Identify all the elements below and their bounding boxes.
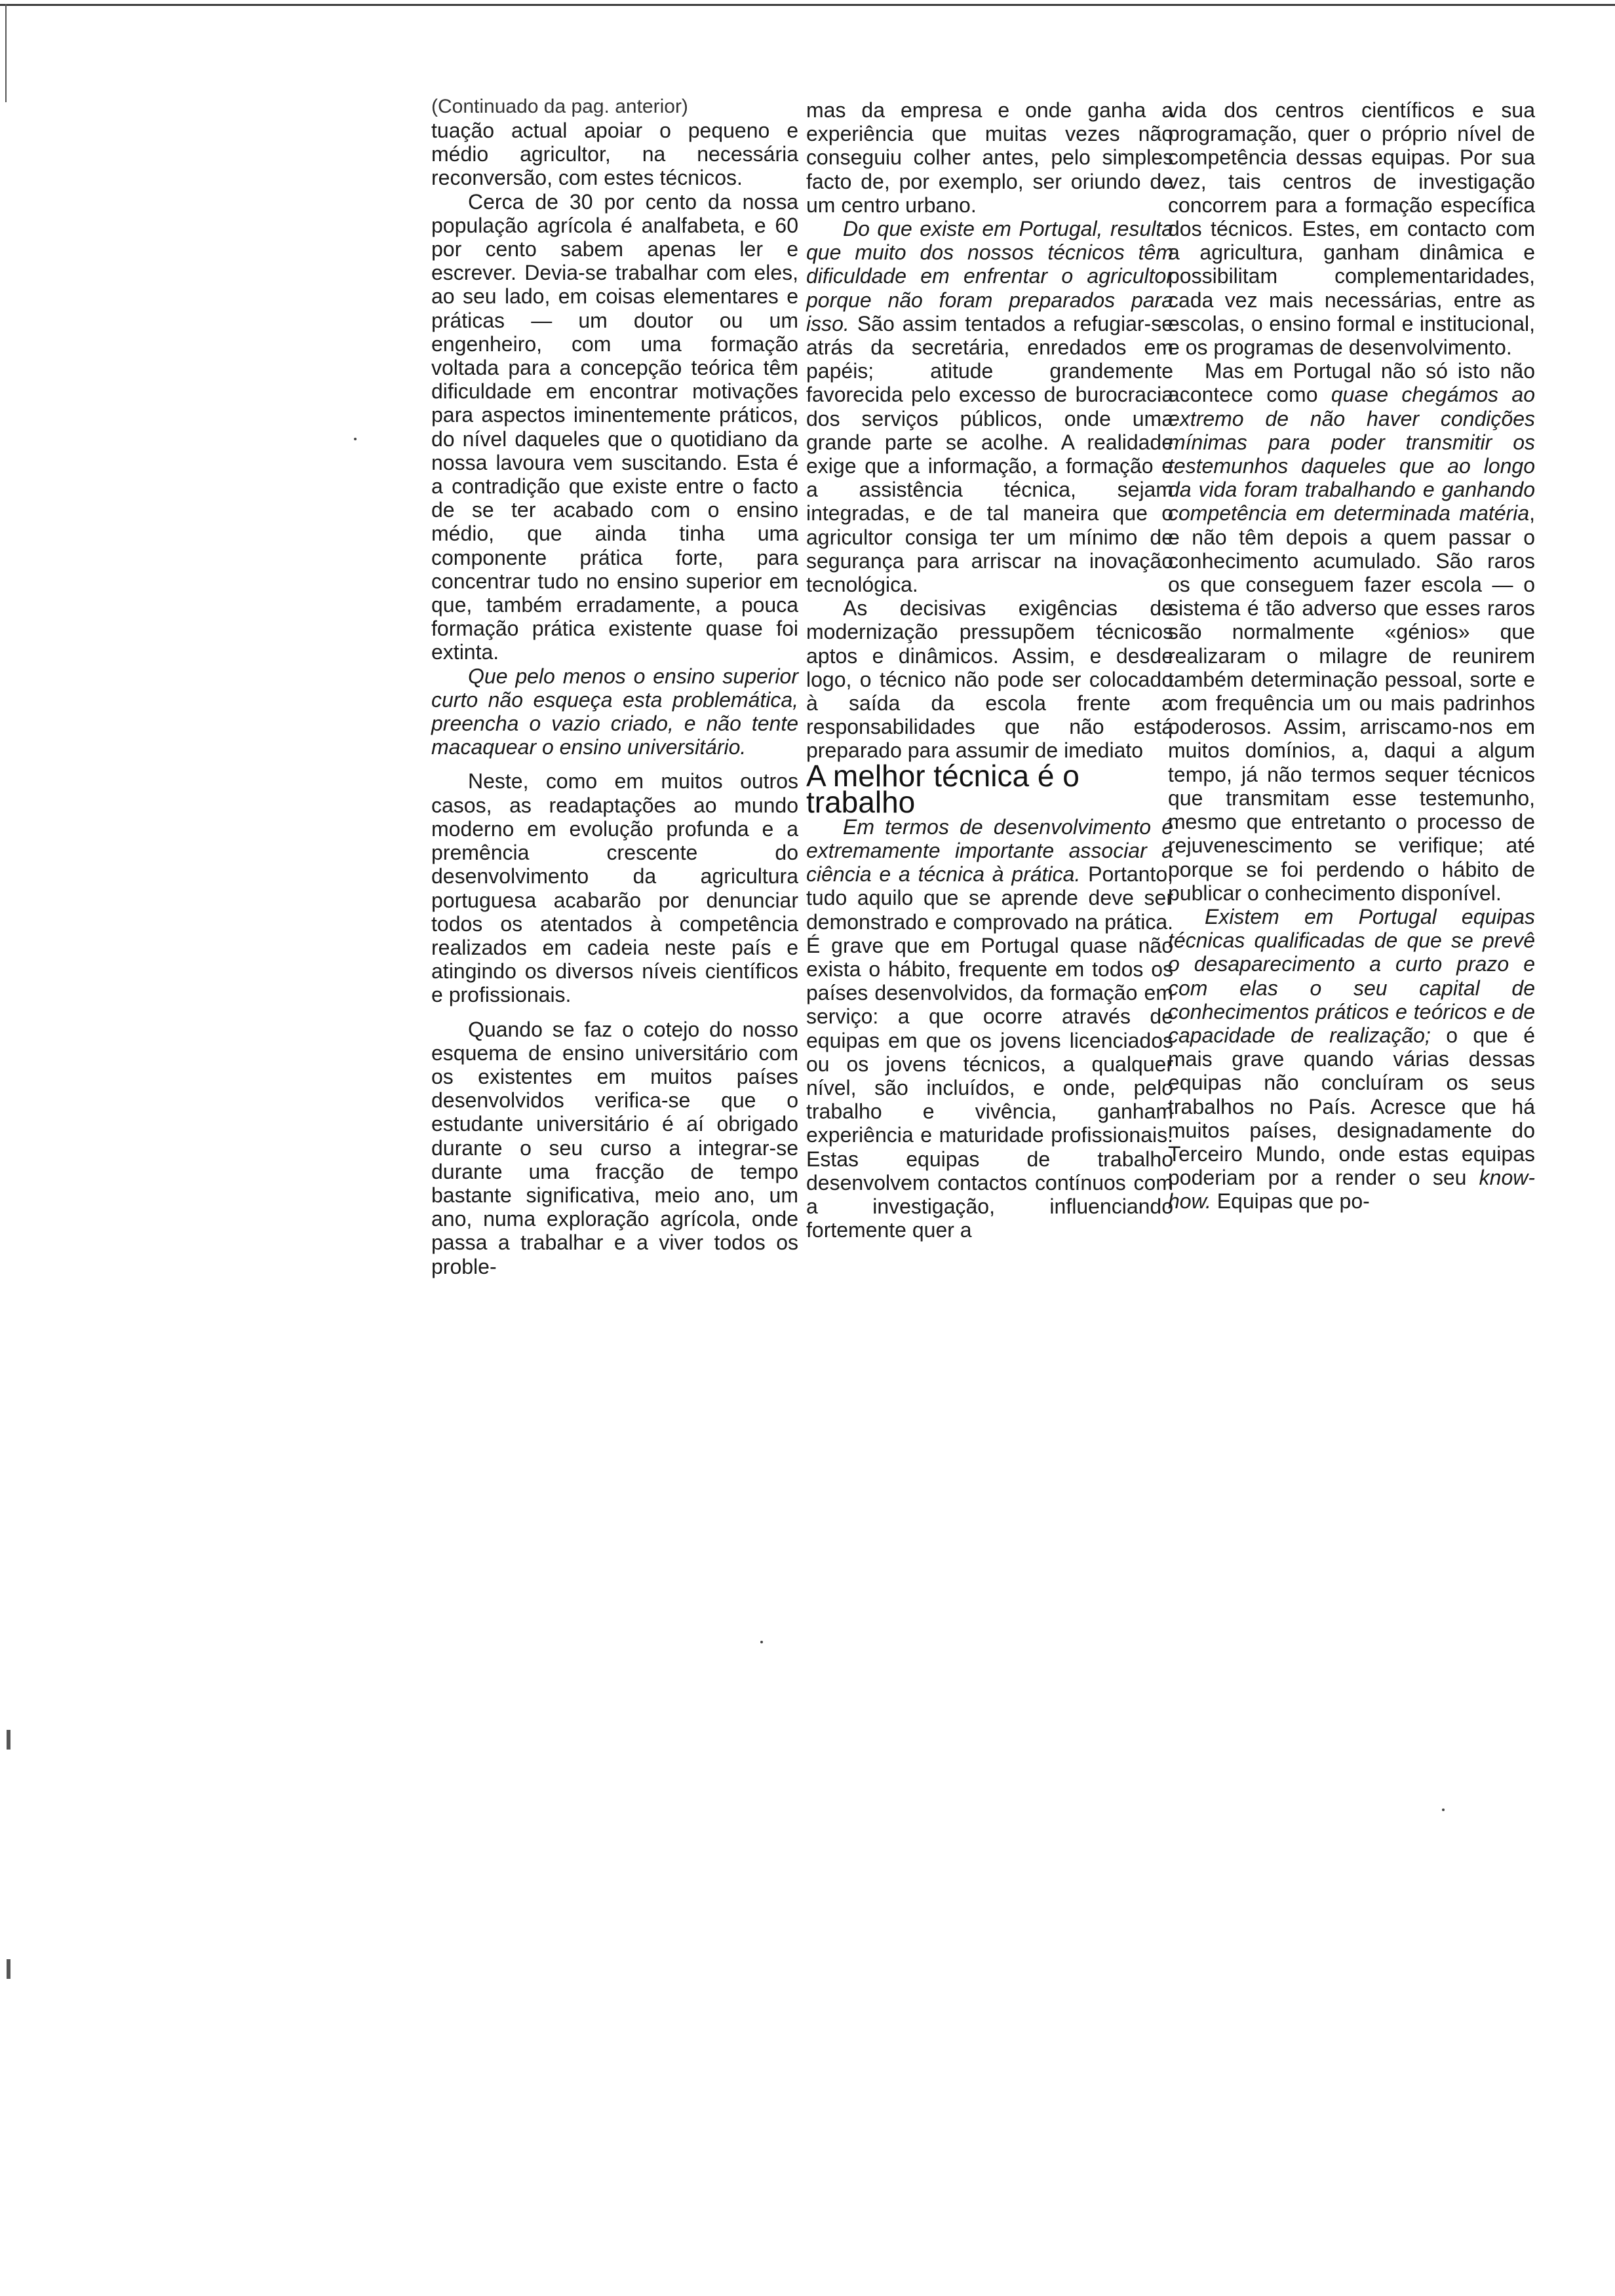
paragraph-text: , e não têm depois a quem passar o conhecimento acumulado. São raros os que conseguem fazer escola — o sistema é tão adverso que esses raros são normalmente «génios» que realizaram o milagre de reunirem também determinação pessoal, sorte e com frequência um ou mais padrinhos poderosos. Assim, arriscamo-nos em muitos domínios, a, daqui a algum tempo, já não termos sequer técnicos que transmitam esse testemunho, mesmo que entretanto o processo de rejuvenescimento se verifique; até porque se foi perdendo o hábito de publicar o conhecimento disponível.: [1168, 501, 1535, 905]
left-edge-mark: [7, 1959, 10, 1979]
top-border-line: [0, 4, 1615, 6]
emphasis: Em termos de desenvolvimento é extremamente importante associar a ciência e a técnica à prática.: [806, 814, 1173, 887]
paragraph: Quando se faz o cotejo do nosso esquema de ensino universitário com os existentes em muitos países desenvolvidos verifica-se que o estudante universitário é aí obrigado durante o seu curso a integrar-se durante uma fracção de tempo bastante significativa, meio ano, um ano, numa exploração agrícola, onde passa a trabalhar e a viver todos os proble-: [431, 1017, 798, 1278]
article-column-3: [1168, 98, 1535, 1214]
paragraph-text: São assim tentados a refugiar-se atrás da secretária, enredados em papéis; atitude grandemente favorecida pelo excesso de burocracia dos serviços públicos, onde uma grande parte se acolhe. A realidade exige que a informação, a formação e a assistência técnica, sejam integradas, e de tal maneira que o agricultor consiga ter um mínimo de segurança para arriscar na inovação tecnológica.: [806, 311, 1173, 597]
continuation-note: (Continuado da pag. anterior): [431, 96, 688, 117]
emphasis: Do que existe em Portugal, resulta que muito dos nossos técnicos têm dificuldade em enfrentar o agricultor porque não foram preparados para isso.: [806, 217, 1173, 335]
article-column-1: [431, 95, 798, 1278]
section-subheading: A melhor técnica é o trabalho: [806, 758, 1080, 819]
emphasis: Que pelo menos o ensino superior curto não esqueça esta problemática, preencha o vazio criado, e não tente macaquear o ensino universitário.: [431, 664, 798, 759]
paragraph-text: Equipas que po-: [1211, 1189, 1370, 1214]
scan-speck: [354, 438, 357, 440]
paragraph: [806, 815, 1173, 1242]
left-edge-mark: [7, 1730, 10, 1750]
paragraph-italic: [431, 664, 798, 759]
article-column-2: [806, 98, 1173, 1242]
paragraph: [806, 217, 1173, 596]
paragraph: tuação actual apoiar o pequeno e médio agricultor, na necessária reconversão, com estes técnicos.: [431, 119, 798, 190]
scan-speck: [760, 1641, 763, 1643]
paragraph: [1168, 905, 1535, 1214]
scan-speck: [1442, 1808, 1445, 1811]
emphasis: Existem em Portugal equipas técnicas qualificadas de que se prevê o desaparecimento a curto prazo e com elas o seu capital de conhecimentos práticos e teóricos e de capacidade de realização;: [1168, 904, 1535, 1047]
emphasis: know-how.: [1168, 1166, 1535, 1214]
paragraph: mas da empresa e onde ganha a experiência que muitas vezes não conseguiu colher antes, pelo simples facto de, por exemplo, ser oriundo de um centro urbano.: [806, 98, 1173, 217]
paragraph: vida dos centros científicos e sua programação, quer o próprio nível de competência dessas equipas. Por sua vez, tais centros de investigação concorrem para a formação específica dos técnicos. Estes, em contacto com a agricultura, ganham dinâmica e possibilitam complementaridades, cada vez mais necessárias, entre as escolas, o ensino formal e institucional, e os programas de desenvolvimento.: [1168, 98, 1535, 360]
paragraph: As decisivas exigências de modernização pressupõem técnicos aptos e dinâmicos. Assim, e desde logo, o técnico não pode ser colocado à saída da escola frente a responsabilidades que não está preparado para assumir de imediato: [806, 596, 1173, 763]
paragraph-text: Mas em Portugal não só isto não acontece como: [1168, 359, 1535, 407]
paragraph-text: Portanto, tudo aquilo que se aprende deve ser demonstrado e comprovado na prática. É grave que em Portugal quase não exista o hábito, frequente em todos os países desenvolvidos, da formação em serviço: a que ocorre através de equipas em que os jovens licenciados ou os jovens técnicos, a qualquer nível, são incluídos, e onde, pelo trabalho e vivência, ganham experiência e maturidade profissionais. Estas equipas de trabalho desenvolvem contactos contínuos com a investigação, influenciando fortemente quer a: [806, 862, 1174, 1242]
paragraph: Neste, como em muitos outros casos, as readaptações ao mundo moderno em evolução profunda e a premência crescente do desenvolvimento da agricultura portuguesa acabarão por denunciar todos os atentados à competência realizados em cadeia neste país e atingindo os diversos níveis científicos e profissionais.: [431, 769, 798, 1007]
left-border-line: [5, 4, 7, 102]
emphasis: quase chegámos ao extremo de não haver condições mínimas para poder transmitir os testemunhos daqueles que ao longo da vida foram trabalhando e ganhando competência em determinada matéria: [1168, 383, 1536, 526]
paragraph: [1168, 359, 1535, 905]
paragraph-text: o que é mais grave quando várias dessas equipas não concluíram os seus trabalhos no País. Acresce que há muitos países, designadamente do Terceiro Mundo, onde estas equipas poderiam por a render o seu: [1168, 1023, 1536, 1190]
paragraph: Cerca de 30 por cento da nossa população agrícola é analfabeta, e 60 por cento sabem apenas ler e escrever. Devia-se trabalhar com eles, ao seu lado, em coisas elementares e práticas — um doutor ou um engenheiro, com uma formação voltada para a concepção teórica têm dificuldade em encontrar motivações para aspectos iminentemente práticos, do nível daqueles que o quotidiano da nossa lavoura vem suscitando. Esta é a contradição que existe entre o facto de se ter acabado com o ensino médio, que ainda tinha uma componente prática forte, para concentrar tudo no ensino superior em que, também erradamente, a pouca formação prática existente quase foi extinta.: [431, 189, 798, 664]
